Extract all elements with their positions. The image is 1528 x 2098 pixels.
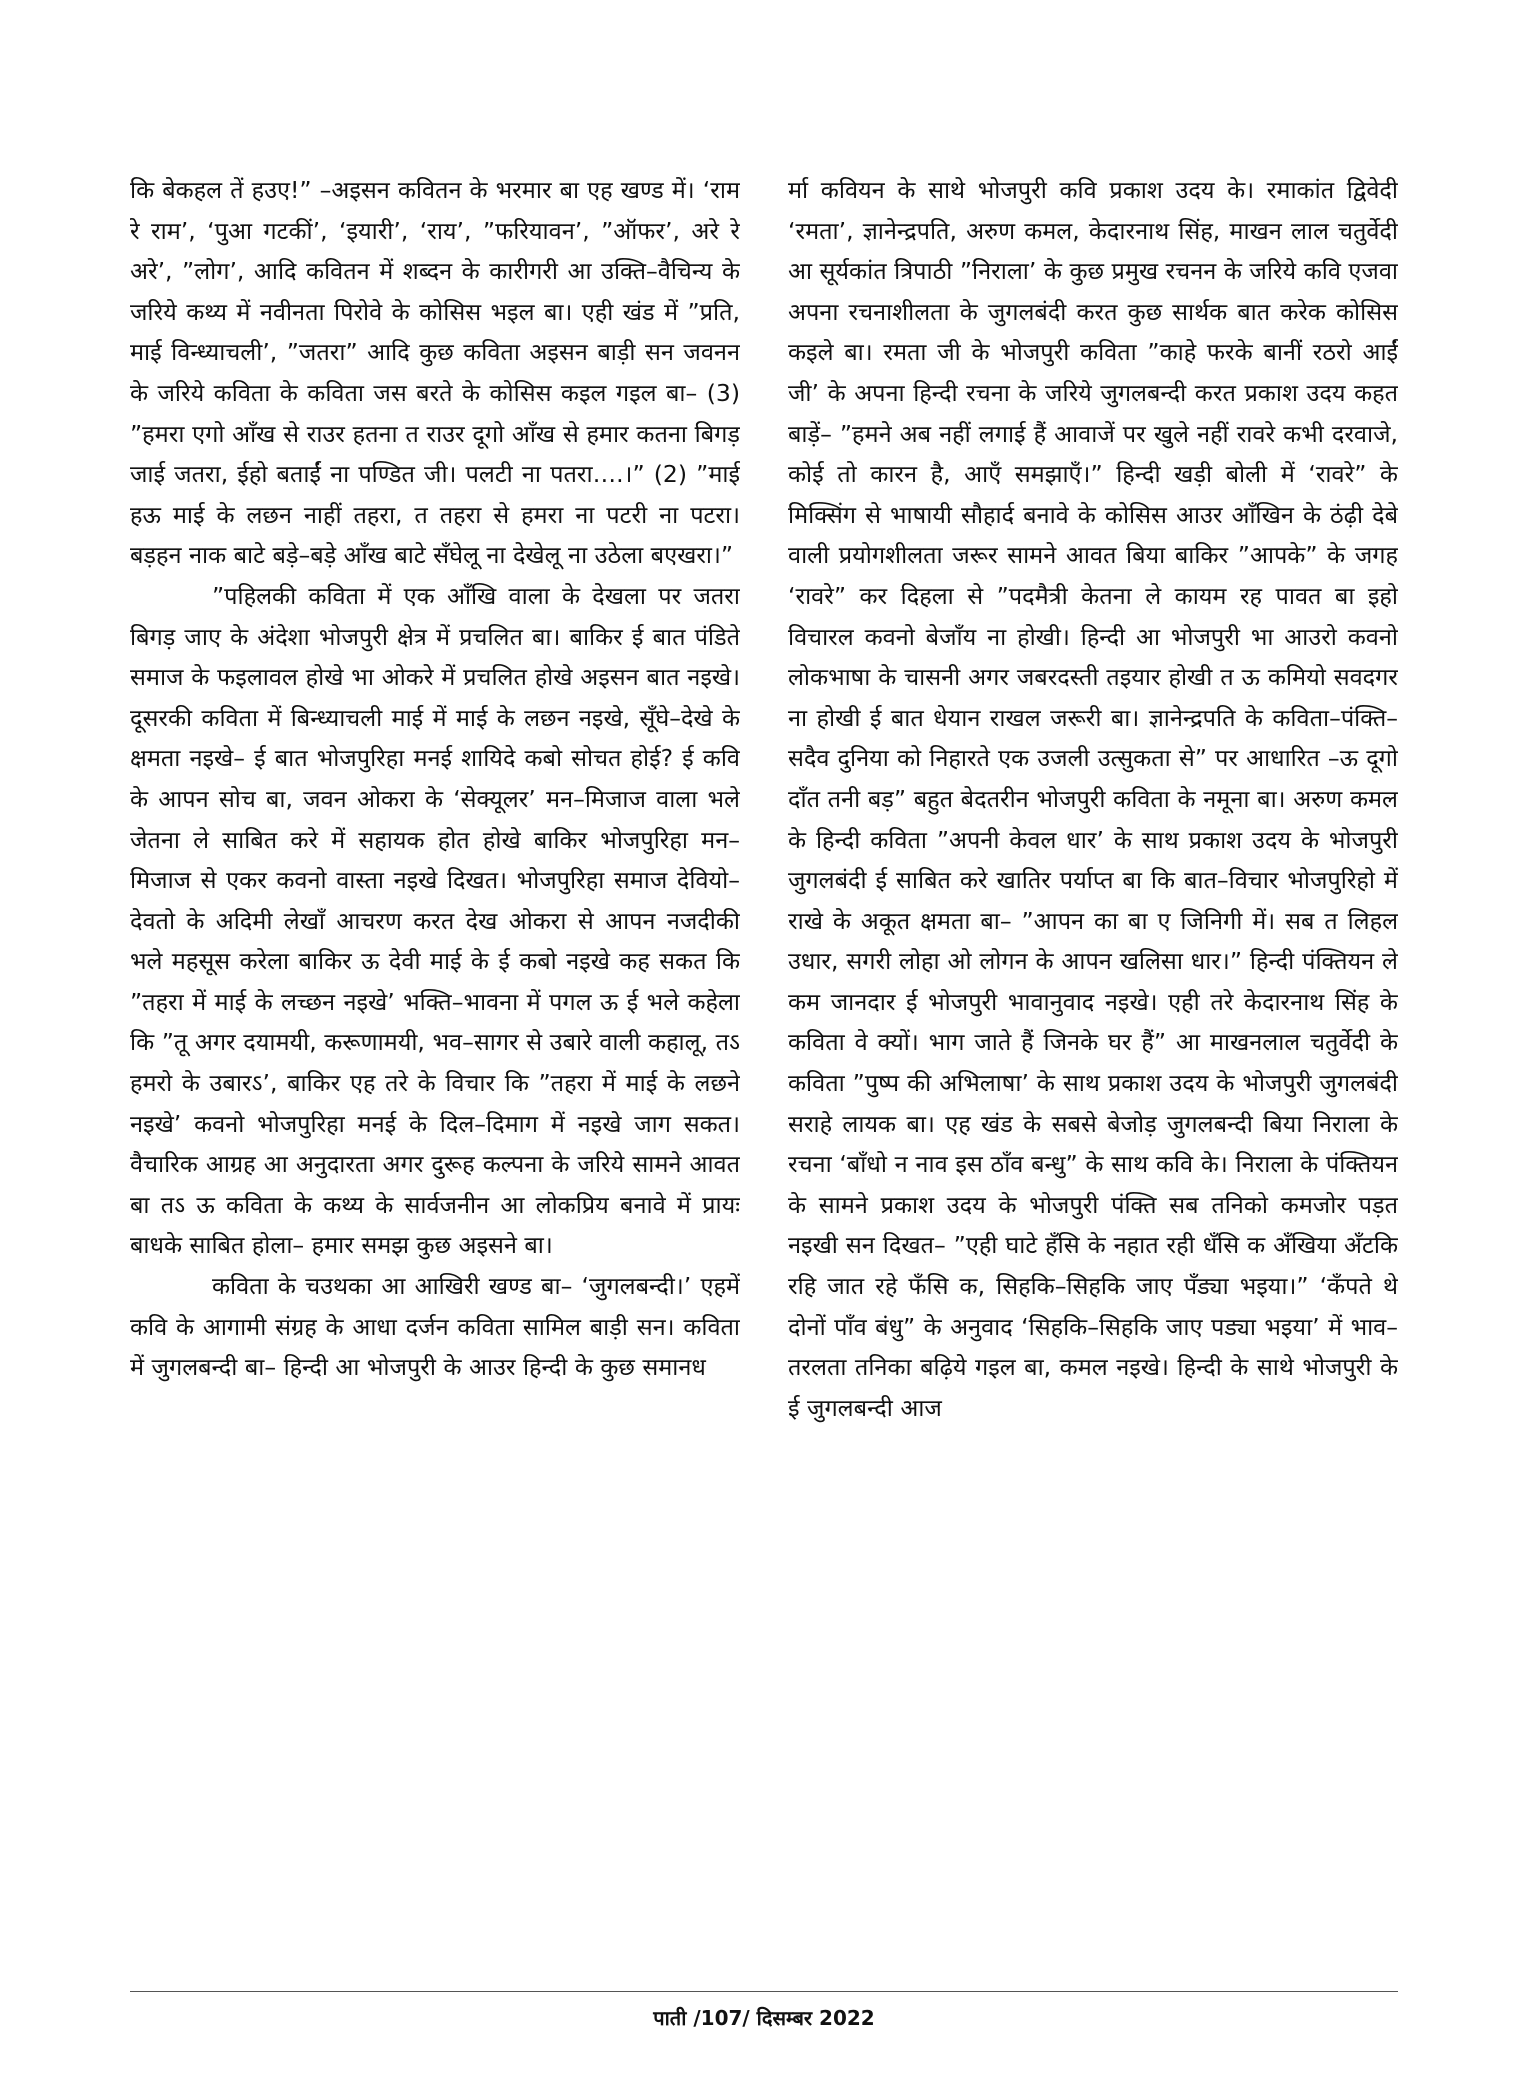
left-column xyxy=(130,170,740,1940)
paragraph: कि बेकहल तें हउए!” –अइसन कवितन के भरमार बा एह खण्ड में। ‘राम रे राम’, ‘पुआ गटकीं’, ‘इयारी’, ‘राय’, ”फरियावन’, ”ऑफर’, अरे रे अरे’, ”लोग’, आदि कवितन में शब्दन के कारीगरी आ उक्ति–वैचिन्य के जरिये कथ्य में नवीनता पिरोवे के कोसिस भइल बा। एही खंड में ”प्रति, माई विन्ध्याचली’, ”जतरा” आदि कुछ कविता अइसन बाड़ी सन जवनन के जरिये कविता के कविता जस बरते के कोसिस कइल गइल बा– (3) ”हमरा एगो आँख से राउर हतना त राउर दूगो आँख से हमार कतना बिगड़ जाई जतरा, ईहो बताईं ना पण्डित जी। पलटी ना पतरा….।” (2) ”माई हऊ माई के लछन नाहीं तहरा, त तहरा से हमरा ना पटरी ना पटरा। बड़हन नाक बाटे बड़े–बड़े आँख बाटे सँघेलू ना देखेलू ना उठेला बएखरा।” xyxy=(130,176,740,570)
paragraph: ”पहिलकी कविता में एक आँखि वाला के देखला पर जतरा बिगड़ जाए के अंदेशा भोजपुरी क्षेत्र में प्रचलित बा। बाकिर ई बात पंडिते समाज के फइलावल होखे भा ओकरे में प्रचलित होखे अइसन बात नइखे। दूसरकी कविता में बिन्ध्याचली माई में माई के लछन नइखे, सूँघे–देखे के क्षमता नइखे– ई बात भोजपुरिहा मनई शायिदे कबो सोचत होई? ई कवि के आपन सोच बा, जवन ओकरा के ‘सेक्यूलर’ मन–मिजाज वाला भले जेतना ले साबित करे में सहायक होत होखे बाकिर भोजपुरिहा मन–मिजाज से एकर कवनो वास्ता नइखे दिखत। भोजपुरिहा समाज देवियो–देवतो के अदिमी लेखाँ आचरण करत देख ओकरा से आपन नजदीकी भले महसूस करेला बाकिर ऊ देवी माई के ई कबो नइखे कह सकत कि ”तहरा में माई के लच्छन नइखे’ भक्ति–भावना में पगल ऊ ई भले कहेला कि ”तू अगर दयामयी, करूणामयी, भव–सागर से उबारे वाली कहालू, तऽ हमरो के उबारऽ’, बाकिर एह तरे के विचार कि ”तहरा में माई के लछने नइखे’ कवनो भोजपुरिहा मनई के दिल–दिमाग में नइखे जाग सकत। वैचारिक आग्रह आ अनुदारता अगर दुरूह कल्पना के जरिये सामने आवत बा तऽ ऊ कविता के कथ्य के सार्वजनीन आ लोकप्रिय बनावे में प्रायः बाधके साबित होला– हमार समझ कुछ अइसने बा। xyxy=(130,581,740,1260)
paragraph: कविता के चउथका आ आखिरी खण्ड बा– ‘जुगलबन्दी।’ एहमें कवि के आगामी संग्रह के आधा दर्जन कविता सामिल बाड़ी सन। कविता में जुगलबन्दी बा– हिन्दी आ भोजपुरी के आउर हिन्दी के कुछ समानध xyxy=(130,1272,740,1382)
page-footer: पाती /107/ दिसम्बर 2022 xyxy=(653,2006,875,2030)
paragraph: र्मा कवियन के साथे भोजपुरी कवि प्रकाश उदय के। रमाकांत द्विवेदी ‘रमता’, ज्ञानेन्द्रपति, अरुण कमल, केदारनाथ सिंह, माखन लाल चतुर्वेदी आ सूर्यकांत त्रिपाठी ”निराला’ के कुछ प्रमुख रचनन के जरिये कवि एजवा अपना रचनाशीलता के जुगलबंदी करत कुछ सार्थक बात करेक कोसिस कइले बा। रमता जी के भोजपुरी कविता ”काहे फरके बानीं रठरो आईं जी’ के अपना हिन्दी रचना के जरिये जुगलबन्दी करत प्रकाश उदय कहत बाड़ें– ”हमने अब नहीं लगाई हैं आवाजें पर खुले नहीं रावरे कभी दरवाजे, कोई तो कारन है, आएँ समझाएँ।” हिन्दी खड़ी बोली में ‘रावरे” के मिक्सिंग से भाषायी सौहार्द बनावे के कोसिस आउर आँखिन के ठंढ़ी देबे वाली प्रयोगशीलता जरूर सामने आवत बिया बाकिर ”आपके” के जगह ‘रावरे” कर दिहला से ”पदमैत्री केतना ले कायम रह पावत बा इहो विचारल कवनो बेजाँय ना होखी। हिन्दी आ भोजपुरी भा आउरो कवनो लोकभाषा के चासनी अगर जबरदस्ती तइयार होखी त ऊ कमियो सवदगर ना होखी ई बात धेयान राखल जरूरी बा। ज्ञानेन्द्रपति के कविता–पंक्ति– सदैव दुनिया को निहारते एक उजली उत्सुकता से” पर आधारित –ऊ दूगो दाँत तनी बड़” बहुत बेदतरीन भोजपुरी कविता के नमूना बा। अरुण कमल के हिन्दी कविता ”अपनी केवल धार’ के साथ प्रकाश उदय के भोजपुरी जुगलबंदी ई साबित करे खातिर पर्याप्त बा कि बात–विचार भोजपुरिहो में राखे के अकूत क्षमता बा– ”आपन का बा ए जिनिगी में। सब त लिहल उधार, सगरी लोहा ओ लोगन के आपन खलिसा धार।” हिन्दी पंक्तियन ले कम जानदार ई भोजपुरी भावानुवाद नइखे। एही तरे केदारनाथ सिंह के कविता वे क्यों। भाग जाते हैं जिनके घर हैं” आ माखनलाल चतुर्वेदी के कविता ”पुष्प की अभिलाषा’ के साथ प्रकाश उदय के भोजपुरी जुगलबंदी सराहे लायक बा। एह खंड के सबसे बेजोड़ जुगलबन्दी बिया निराला के रचना ‘बाँधो न नाव इस ठाँव बन्धु” के साथ कवि के। निराला के पंक्तियन के सामने प्रकाश उदय के भोजपुरी पंक्ति सब तनिको कमजोर पड़त नइखी सन दिखत– ”एही घाटे हँसि के नहात रही धँसि क अँखिया अँटकि रहि जात रहे फँसि क, सिहकि–सिहकि जाए पँड्या भइया।” ‘कँपते थे दोनों पाँव बंधु” के अनुवाद ‘सिहकि–सिहकि जाए पड्या भइया’ में भाव–तरलता तनिका बढ़िये गइल बा, कमल नइखे। हिन्दी के साथे भोजपुरी के ई जुगलबन्दी आज xyxy=(788,176,1398,1422)
right-column xyxy=(788,170,1398,1940)
footer-divider xyxy=(130,1991,1398,1992)
